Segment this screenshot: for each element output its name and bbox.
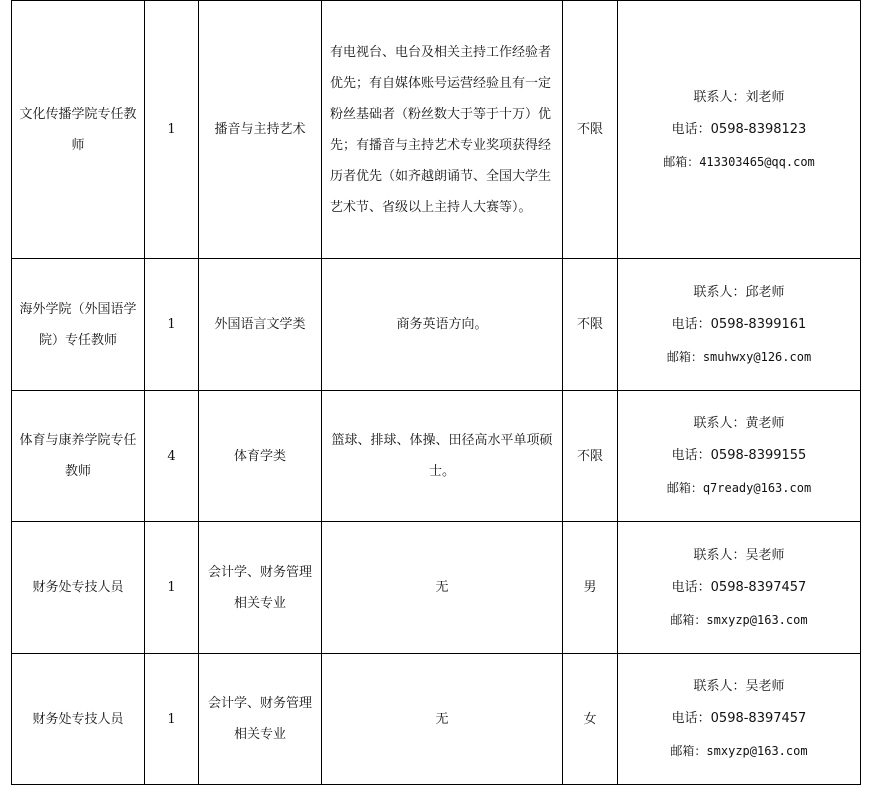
position-cell: 财务处专技人员: [12, 654, 145, 785]
major-cell: 外国语言文学类: [199, 259, 322, 391]
position-cell: 体育与康养学院专任教师: [12, 391, 145, 522]
contact-person: 联系人：吴老师: [693, 679, 785, 694]
contact-person: 联系人：吴老师: [693, 547, 785, 563]
contact-email[interactable]: 邮箱：q7ready@163.com: [666, 481, 812, 495]
contact-email[interactable]: 邮箱：smxyzp@163.com: [670, 744, 808, 758]
count-cell: 1: [145, 522, 199, 654]
gender-cell: 不限: [563, 391, 618, 522]
gender-cell: 男: [563, 522, 618, 654]
table-row: [12, 1, 861, 259]
contact-cell: [618, 522, 861, 654]
contact-phone: 电话：0598-8399155: [671, 448, 807, 463]
position-cell: 文化传播学院专任教师: [12, 1, 145, 259]
count-cell: 1: [145, 259, 199, 391]
count-cell: 1: [145, 654, 199, 785]
requirements-cell: 有电视台、电台及相关主持工作经验者优先；有自媒体账号运营经验且有一定粉丝基础者（粉丝数大于等于十万）优先；有播音与主持艺术专业奖项获得经历者优先（如齐越朗诵节、全国大学生艺术节、省级以上主持人大赛等）。: [322, 1, 563, 259]
contact-cell: [618, 1, 861, 259]
table-row: [12, 259, 861, 391]
contact-person: 联系人：黄老师: [693, 416, 785, 431]
count-cell: 1: [145, 1, 199, 259]
contact-cell: [618, 259, 861, 391]
requirements-cell: 无: [322, 654, 563, 785]
major-cell: 体育学类: [199, 391, 322, 522]
recruitment-table: [11, 0, 861, 785]
table-row: [12, 654, 861, 785]
contact-phone: 电话：0598-8398123: [671, 121, 807, 137]
contact-email[interactable]: 邮箱：smuhwxy@126.com: [666, 349, 812, 364]
requirements-cell: 无: [322, 522, 563, 654]
requirements-cell: 篮球、排球、体操、田径高水平单项硕士。: [322, 391, 563, 522]
major-cell: 会计学、财务管理相关专业: [199, 522, 322, 654]
contact-email[interactable]: 邮箱：smxyzp@163.com: [670, 612, 808, 627]
count-cell: 4: [145, 391, 199, 522]
requirements-cell: 商务英语方向。: [322, 259, 563, 391]
position-cell: 财务处专技人员: [12, 522, 145, 654]
table-row: [12, 522, 861, 654]
gender-cell: 不限: [563, 1, 618, 259]
gender-cell: 女: [563, 654, 618, 785]
contact-person: 联系人：邱老师: [693, 284, 785, 300]
contact-phone: 电话：0598-8397457: [671, 579, 807, 595]
contact-cell: [618, 654, 861, 785]
major-cell: 播音与主持艺术: [199, 1, 322, 259]
table-row: [12, 391, 861, 522]
major-cell: 会计学、财务管理相关专业: [199, 654, 322, 785]
contact-phone: 电话：0598-8397457: [671, 711, 807, 726]
contact-person: 联系人：刘老师: [693, 89, 785, 105]
position-cell: 海外学院（外国语学院）专任教师: [12, 259, 145, 391]
contact-phone: 电话：0598-8399161: [671, 316, 807, 332]
contact-email[interactable]: 邮箱：413303465@qq.com: [663, 154, 815, 169]
gender-cell: 不限: [563, 259, 618, 391]
contact-cell: [618, 391, 861, 522]
